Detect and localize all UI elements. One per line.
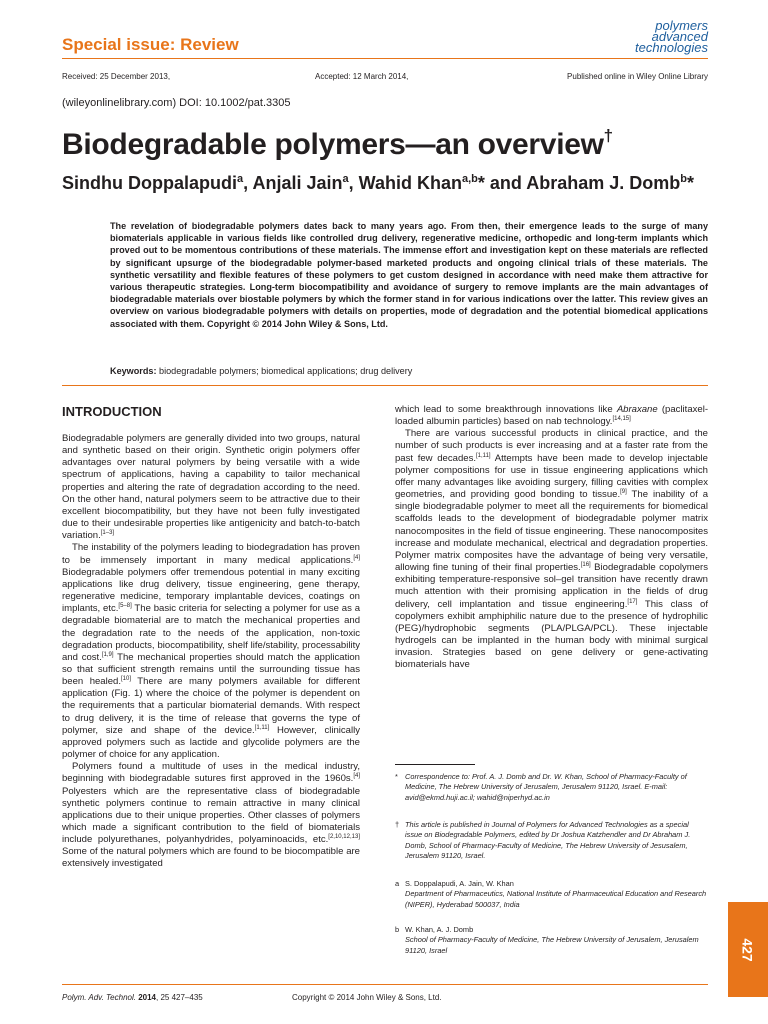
abstract: The revelation of biodegradable polymers dates back to many years ago. From then, their emergence leads to the surge of many biomaterials applicable in various fields like controlled drug delivery, regenerative medicine, orthopedic and long-term implants which proved out to be momentous contributions of these materials. The immense effort and investigation kept on these materials are reflected by significant upsurge of the biodegradable polymer-based marketed products and ongoing clinical trials of these materials. The synthetic versatility and flexible features of these polymers to get custom designed in accordance with need make them attractive for various therapeutic strategies. Long-term biocompatibility and avoidance of surgery to remove implants are the main advantages of biodegradable materials over biostable polymers by which the former stand in for various indications over the latter. This review gives an overview on various biodegradable polymers with details on properties, mode of degradation and the potential biomedical applications associated with them. Copyright © 2014 John Wiley & Sons, Ltd. bbox=[110, 221, 708, 329]
footnote-mark: b bbox=[395, 925, 400, 934]
footnote-mark: * bbox=[395, 772, 398, 781]
page-number-text: 427 bbox=[739, 937, 756, 962]
received-date: Received: 25 December 2013, bbox=[62, 72, 171, 81]
author-affiliation-mark: b bbox=[680, 173, 687, 185]
section-heading-introduction: INTRODUCTION bbox=[62, 404, 162, 419]
author-name: Abraham J. Domb bbox=[526, 173, 681, 193]
corresponding-author-mark: * bbox=[477, 173, 485, 193]
page-number bbox=[728, 902, 768, 997]
header-rule bbox=[62, 58, 708, 59]
footer-journal: Polym. Adv. Technol. bbox=[62, 993, 136, 1002]
footnote-mark: a bbox=[395, 879, 400, 888]
paragraph: Polymers found a multitude of uses in the medical industry, beginning with biodegradable sutures first approved in the 1960s.[4] Polyesters which are the representative class of biodegradable synthetic polymers continue to remain attractive in many clinical applications due to their unique properties. Other classes of polymers which made a significant contribution to the field of biomaterials include polyurethanes, polyanhydrides, polyaminoacids, etc.[2,10,12,13] Some of the natural polymers which are found to be biocompatible are extensively investigated bbox=[62, 761, 360, 870]
article-title bbox=[62, 128, 613, 162]
paragraph: Biodegradable polymers are generally divided into two groups, natural and synthetic based on their origin. Synthetic origin polymers offer advantages over natural polymers by being versatile with a wide spectrum of applications, having a capability to tailor mechanical properties and altering the rate of degradation according to the need. On the other hand, natural polymers seem to be attractive due to their excellent biocompatibility, but they have not been fully investigated due to their undesirable properties like antigenicity and batch-to-batch variation.[1–3] bbox=[62, 433, 360, 542]
citation-ref: [1–3] bbox=[100, 530, 115, 537]
citation-ref: [16] bbox=[580, 561, 591, 568]
affiliation-address: School of Pharmacy-Faculty of Medicine, The Hebrew University of Jerusalem, Jerusalem 91120, Israel bbox=[405, 935, 699, 955]
citation-ref: [1,11] bbox=[254, 724, 270, 731]
paragraph: The instability of the polymers leading to biodegradation has proven to be immensely important in many medical applications.[4] Biodegradable polymers offer tremendous potential in many exciting applications like drug delivery, tissue engineering, gene therapy, regenerative medicine, temporary implantable devices, coatings on implants, etc.[5–8] The basic criteria for selecting a polymer for use as a degradable biomaterial are to match the mechanical properties and the degradation rate to the needs of the application, non-toxic degradation products, biocompatibility, shelf life/stability, processability and cost.[1,9] The mechanical properties should match the application so that sufficient strength remains until the surrounding tissue has been healed.[10] There are many polymers available for different application (Fig. 1) where the choice of the polymer is dependent on the requirements that a particular biomaterial demands. With respect to drug delivery, it is the time of release that governs the type of polymer, size and shape of the device.[1,11] However, clinically approved polymers such as lactide and glycolide polymers are the polymer of choice for any application. bbox=[62, 542, 360, 761]
citation-ref: [1,11] bbox=[476, 452, 491, 459]
author-name: Sindhu Doppalapudi bbox=[62, 173, 237, 193]
footer-copyright: Copyright © 2014 John Wiley & Sons, Ltd. bbox=[292, 993, 442, 1002]
footnote-affiliation-a bbox=[395, 879, 708, 910]
author-affiliation-mark: a bbox=[342, 173, 349, 185]
citation-ref: [2,10,12,13] bbox=[328, 833, 360, 840]
footnote-text: This article is published in Journal of Polymers for Advanced Technologies as a special issue on Biodegradable Polymers, edited by Dr Joshua Katzhendler and Dr Abraham J. Domb, School of Pharmacy-Faculty of Medicine, The Hebrew University of Jesusalem, Jerusalem 91120, Israel. bbox=[405, 820, 691, 861]
italic-term: Abraxane bbox=[616, 404, 658, 415]
footer-rule bbox=[62, 984, 708, 985]
author-affiliation-mark: a bbox=[236, 173, 244, 185]
citation-ref: [1,9] bbox=[101, 651, 114, 658]
affiliation-authors: S. Doppalapudi, A. Jain, W. Khan bbox=[405, 879, 514, 889]
citation-ref: [17] bbox=[627, 598, 638, 605]
published-info: Published online in Wiley Online Library bbox=[567, 72, 708, 81]
body-column-right bbox=[395, 404, 708, 671]
keywords-label: Keywords: bbox=[110, 366, 157, 376]
doi-line: (wileyonlinelibrary.com) DOI: 10.1002/pat.3305 bbox=[62, 97, 291, 109]
citation-ref: [5–8] bbox=[118, 603, 132, 610]
footer-pages: , 25 427–435 bbox=[156, 993, 203, 1002]
keywords-text: biodegradable polymers; biomedical applications; drug delivery bbox=[159, 366, 413, 376]
footnote-affiliation-b bbox=[395, 925, 708, 956]
citation-ref: [4] bbox=[353, 773, 360, 780]
footnote-mark: † bbox=[395, 820, 400, 829]
footer-citation bbox=[62, 993, 203, 1002]
journal-logo bbox=[588, 20, 708, 53]
author-affiliation-mark: a,b bbox=[461, 173, 478, 185]
footnote-text: Correspondence to: Prof. A. J. Domb and Dr. W. Khan, School of Pharmacy-Faculty of Medicine, The Hebrew University of Jerusalem, Jerusalem 91120, Israel. E-mail: avid@ekmd.huji.ac.il; wahid@niperhyd.ac.in bbox=[405, 772, 687, 802]
author-name: Anjali Jain bbox=[252, 173, 343, 193]
accepted-date: Accepted: 12 March 2014, bbox=[315, 72, 409, 81]
affiliation-authors: W. Khan, A. J. Domb bbox=[405, 925, 474, 935]
corresponding-author-mark: * bbox=[686, 173, 694, 193]
footnote-correspondence bbox=[395, 772, 708, 803]
footnote-text bbox=[405, 925, 708, 956]
paragraph: which lead to some breakthrough innovations like Abraxane (paclitaxel-loaded albumin particles) based on nab technology.[14,15] bbox=[395, 404, 709, 428]
logo-line: polymers bbox=[655, 18, 708, 33]
special-issue-label: Special issue: Review bbox=[62, 35, 239, 54]
keywords-line bbox=[110, 366, 412, 376]
affiliation-address: Department of Pharmaceutics, National Institute of Pharmaceutical Education and Research (NIPER), Hyderabad 500037, India bbox=[405, 889, 707, 909]
logo-line: technologies bbox=[635, 40, 708, 55]
citation-ref: [14,15] bbox=[612, 415, 631, 422]
footnote-text bbox=[405, 879, 708, 910]
author-list: Sindhu Doppalapudi$^a$, Anjali Jain$^a$, Wahid Khan$^{a,b}$* and Abraham J. Domb$^b$* bbox=[62, 173, 694, 193]
citation-ref: [10] bbox=[121, 675, 132, 682]
author-name: Wahid Khan bbox=[358, 173, 462, 193]
citation-ref: [4] bbox=[353, 554, 360, 561]
paragraph: There are various successful products in clinical practice, and the number of such products is ever increasing and at a faster rate from the past few decades.[1,11] Attempts have been made to develop injectable polymer compositions for use in tissue engineering applications which offer many advantages like avoiding surgery, filling cavities with complex geometries, and providing good bonding to tissue.[9] The inability of a single biodegradable polymer to meet all the requirements for biomedical scaffolds leads to the development of biodegradable polymer matrix nanocomposites in the field of tissue engineering. These nanocomposites increase and modulate mechanical, electrical and degradation properties. Polymer matrix composites have the advantage of being very versatile, allowing fine tuning of their final properties.[16] Biodegradable copolymers exhibiting temperature-responsive sol–gel transition have recently drawn much attention with their promising application in the fields of drug delivery, cell implantation and tissue engineering.[17] This class of copolymers exhibit amphiphilic nature due to the presence of hydrophilic (PEG)/hydrophobic segments (PLA/PLGA/PCL). These injectable hydrogels can be implanted in the human body with minimal surgical invasion. Strategies based on gene delivery or gene-activating biomaterials have bbox=[395, 428, 709, 671]
abstract-rule bbox=[62, 385, 708, 386]
logo-line: advanced bbox=[651, 29, 708, 44]
footer-year: 2014 bbox=[138, 993, 156, 1002]
title-text: Biodegradable polymers—an overview bbox=[62, 128, 604, 161]
footnote-rule bbox=[395, 764, 475, 765]
footnote-special-issue bbox=[395, 820, 708, 862]
citation-ref: [9] bbox=[620, 488, 627, 495]
title-dagger: † bbox=[603, 126, 613, 145]
body-column-left bbox=[62, 433, 360, 871]
